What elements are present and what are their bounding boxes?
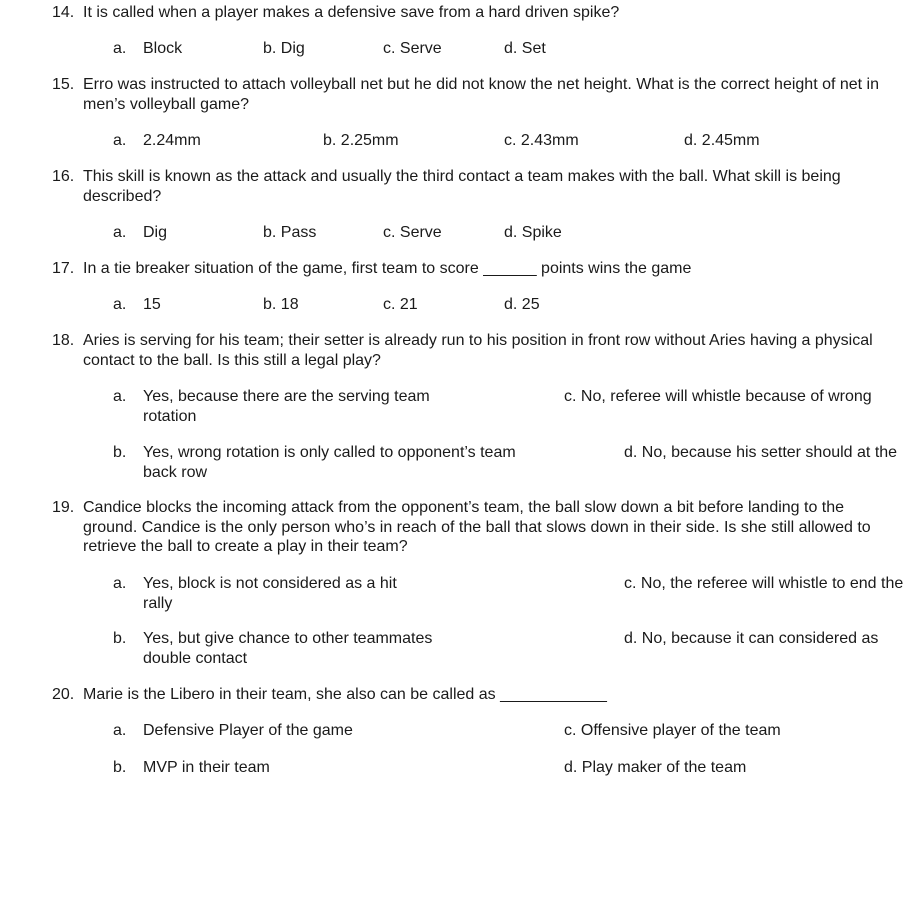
option-14a: Block <box>143 40 183 57</box>
option-18a-line1: Yes, because there are the serving team <box>143 388 430 405</box>
option-17a: 15 <box>143 296 161 313</box>
option-18a-line2: rotation <box>143 408 197 425</box>
option-18b-line2: back row <box>143 464 208 481</box>
option-18c: c. No, referee will whistle because of wrong <box>564 388 872 405</box>
option-16a: Dig <box>143 224 168 241</box>
option-18b-letter: b. <box>113 444 127 461</box>
question-15-number: 15. <box>52 76 75 93</box>
option-15a: 2.24mm <box>143 132 201 149</box>
option-20b-letter: b. <box>113 759 127 776</box>
option-19c: c. No, the referee will whistle to end the <box>624 575 904 592</box>
option-15b: b. 2.25mm <box>323 132 399 149</box>
answer-blank: ____________ <box>500 686 607 703</box>
question-20-text <box>83 685 607 705</box>
question-15-text-line1: Erro was instructed to attach volleyball net but he did not know the net height. What is the correct height of net in <box>83 76 880 93</box>
question-14-text: It is called when a player makes a defensive save from a hard driven spike? <box>83 4 620 21</box>
option-16a-letter: a. <box>113 224 127 241</box>
option-17a-letter: a. <box>113 296 127 313</box>
option-16c: c. Serve <box>383 224 442 241</box>
question-16-number: 16. <box>52 168 75 185</box>
question-15-text-line2: men’s volleyball game? <box>83 96 250 113</box>
option-20d: d. Play maker of the team <box>564 759 747 776</box>
option-15a-letter: a. <box>113 132 127 149</box>
option-15d: d. 2.45mm <box>684 132 760 149</box>
option-14a-letter: a. <box>113 40 127 57</box>
question-17-text <box>83 259 691 279</box>
question-17-text-before: In a tie breaker situation of the game, first team to score <box>83 260 484 277</box>
option-18d: d. No, because his setter should at the <box>624 444 898 461</box>
option-16b: b. Pass <box>263 224 317 241</box>
option-18a-letter: a. <box>113 388 127 405</box>
option-20b: MVP in their team <box>143 759 270 776</box>
option-20c: c. Offensive player of the team <box>564 722 781 739</box>
option-19d: d. No, because it can considered as <box>624 630 879 647</box>
option-19a-letter: a. <box>113 575 127 592</box>
option-16d: d. Spike <box>504 224 562 241</box>
option-14d: d. Set <box>504 40 546 57</box>
option-20a: Defensive Player of the game <box>143 722 353 739</box>
answer-blank: ______ <box>483 260 537 277</box>
question-19-text-line3: retrieve the ball to create a play in their team? <box>83 538 408 555</box>
option-14b: b. Dig <box>263 40 305 57</box>
option-19b-letter: b. <box>113 630 127 647</box>
question-19-text-line1: Candice blocks the incoming attack from the opponent’s team, the ball slow down a bit before landing to the <box>83 499 845 516</box>
option-17c: c. 21 <box>383 296 418 313</box>
option-19a-line1: Yes, block is not considered as a hit <box>143 575 397 592</box>
option-19a-line2: rally <box>143 595 173 612</box>
option-18b-line1: Yes, wrong rotation is only called to opponent’s team <box>143 444 516 461</box>
question-20-text-before: Marie is the Libero in their team, she also can be called as <box>83 686 501 703</box>
question-18-text-line2: contact to the ball. Is this still a legal play? <box>83 352 381 369</box>
question-17-text-after: points wins the game <box>536 260 692 277</box>
option-15c: c. 2.43mm <box>504 132 579 149</box>
question-19-text-line2: ground. Candice is the only person who’s in reach of the ball that slows down in their side. Is she still allowed to <box>83 519 871 536</box>
question-18-text-line1: Aries is serving for his team; their setter is already run to his position in front row without Aries having a physical <box>83 332 873 349</box>
option-17b: b. 18 <box>263 296 299 313</box>
option-14c: c. Serve <box>383 40 442 57</box>
question-19-number: 19. <box>52 499 75 516</box>
question-18-number: 18. <box>52 332 75 349</box>
question-20-number: 20. <box>52 686 75 703</box>
option-19b-line2: double contact <box>143 650 248 667</box>
question-14-number: 14. <box>52 4 75 21</box>
option-20a-letter: a. <box>113 722 127 739</box>
question-17-number: 17. <box>52 260 75 277</box>
option-17d: d. 25 <box>504 296 540 313</box>
option-19b-line1: Yes, but give chance to other teammates <box>143 630 433 647</box>
question-16-text-line2: described? <box>83 188 162 205</box>
question-16-text-line1: This skill is known as the attack and usually the third contact a team makes with the ball. What skill is being <box>83 168 841 185</box>
